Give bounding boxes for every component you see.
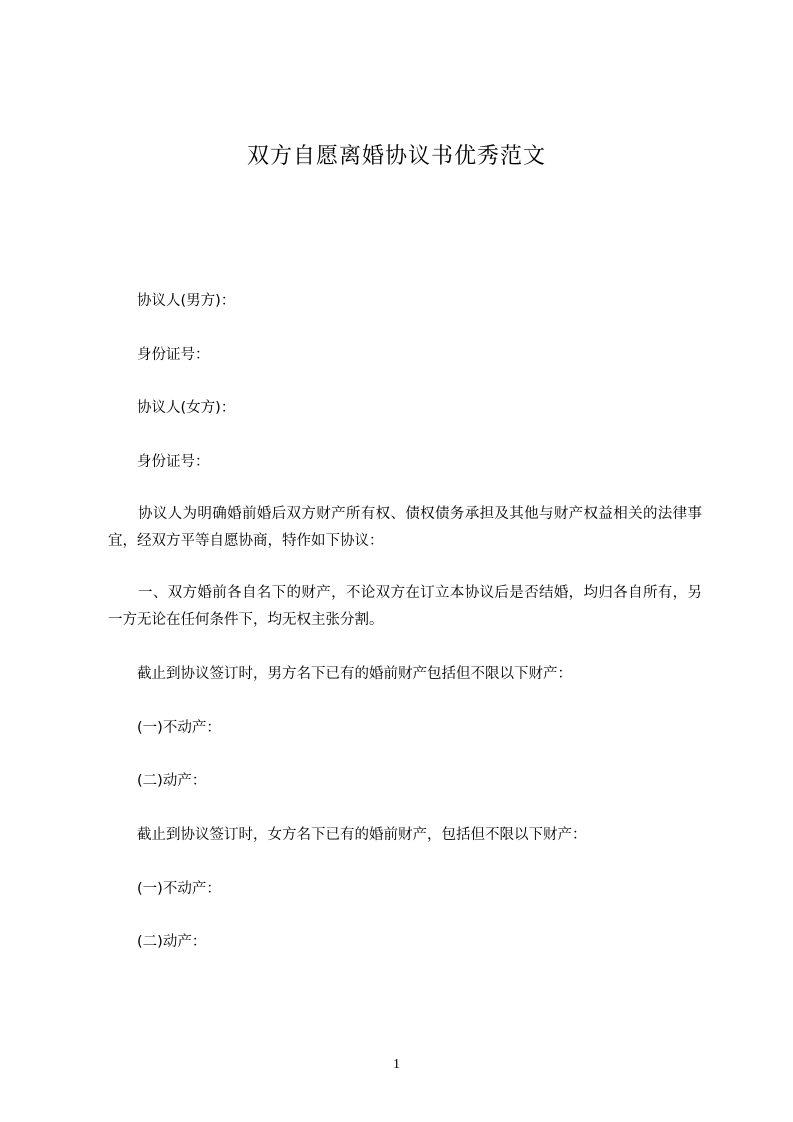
female-party-line: 协议人(女方)： (137, 400, 236, 416)
male-movables-line: (二)动产： (137, 773, 207, 789)
female-real-estate-line: (一)不动产： (137, 881, 221, 897)
document-title: 双方自愿离婚协议书优秀范文 (246, 144, 546, 169)
female-movables-line: (二)动产： (137, 934, 207, 950)
male-id-line: 身份证号： (137, 347, 210, 363)
male-real-estate-line: (一)不动产： (137, 720, 221, 736)
clause-one-paragraph: 一、双方婚前各自名下的财产，不论双方在订立本协议后是否结婚，均归各自所有，另一方无论在任何条件下，均无权主张分割。 (108, 585, 702, 628)
page-number: 1 (393, 1057, 400, 1072)
preamble-paragraph: 协议人为明确婚前婚后双方财产所有权、债权债务承担及其他与财产权益相关的法律事宜，经双方平等自愿协商，特作如下协议： (108, 506, 702, 549)
male-party-line: 协议人(男方)： (137, 293, 236, 309)
female-property-intro: 截止到协议签订时，女方名下已有的婚前财产，包括但不限以下财产： (137, 827, 587, 843)
female-id-line: 身份证号： (137, 454, 210, 470)
male-property-intro: 截止到协议签订时，男方名下已有的婚前财产包括但不限以下财产： (137, 666, 572, 682)
